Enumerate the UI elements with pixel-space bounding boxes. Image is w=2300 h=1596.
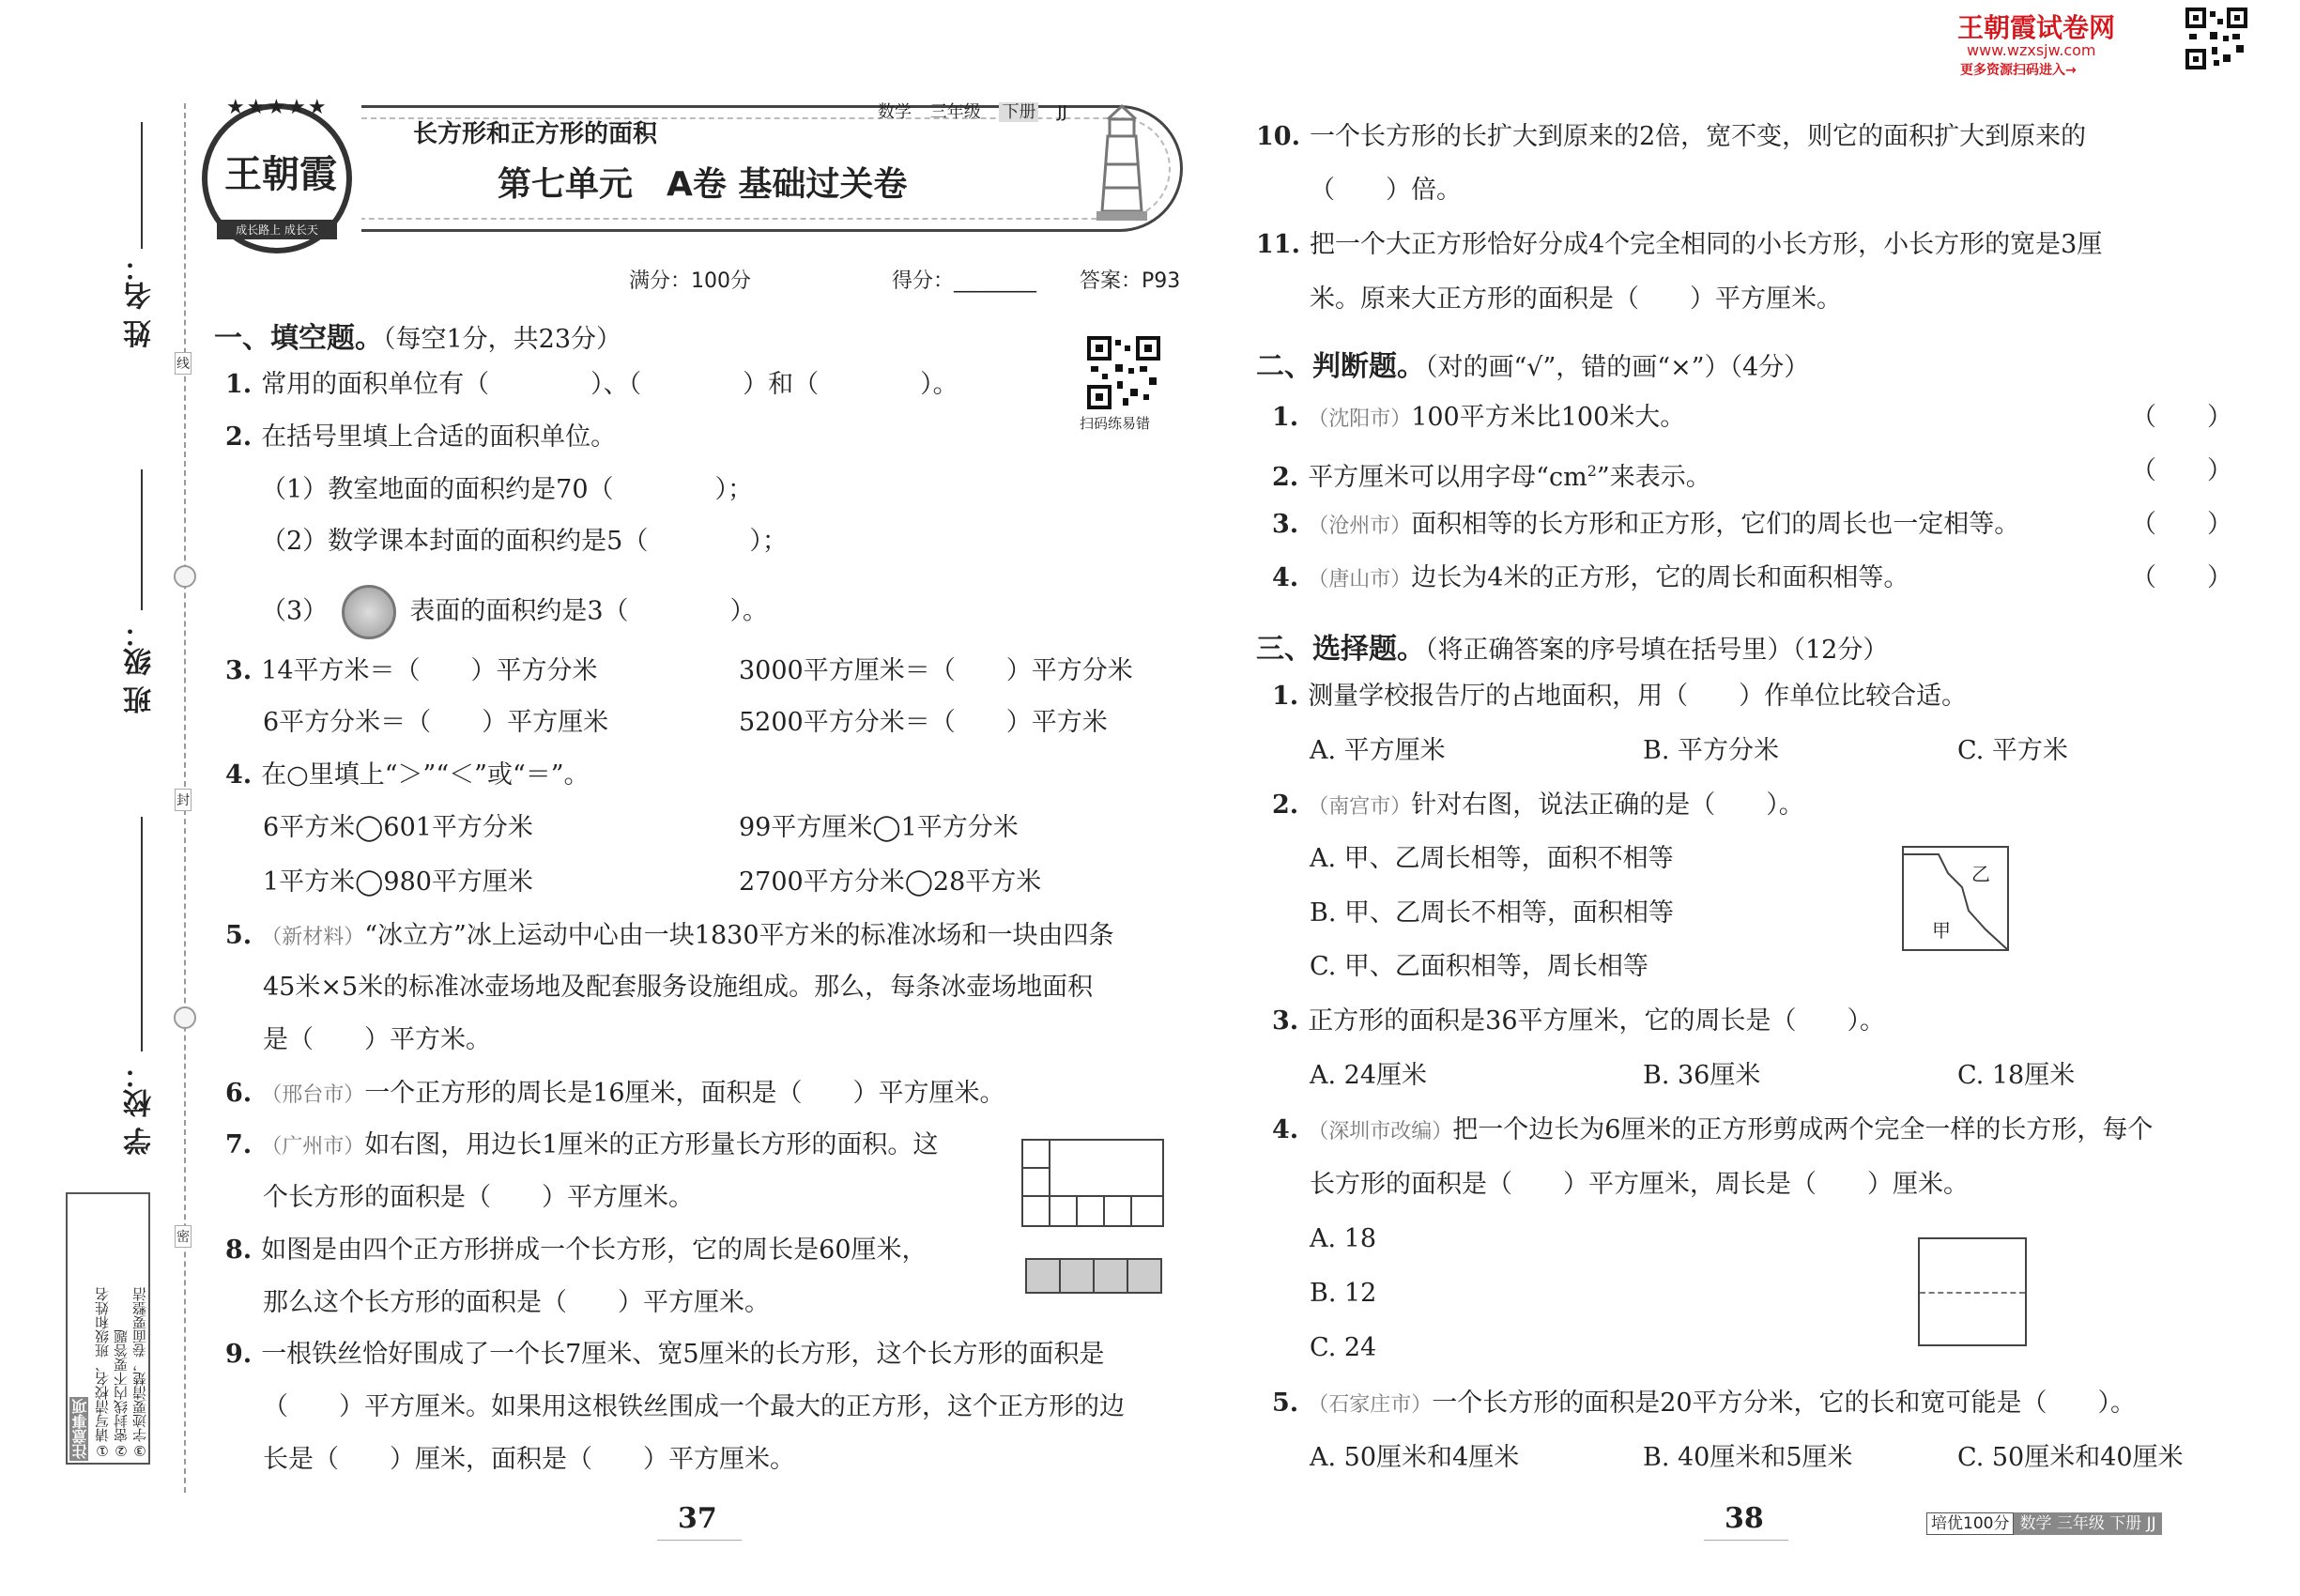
choice-2-option-a[interactable]: A. 甲、乙周长相等，面积不相等 <box>1310 844 1674 873</box>
question-4: 4. 在○里填上“＞”“＜”或“＝”。 <box>225 760 590 790</box>
question-5: 5. （新材料）“冰立方”冰上运动中心由一块1830平方米的标准冰场和一块由四条 <box>225 921 1114 950</box>
logo-ribbon: 成长路上 成长天 <box>217 220 337 239</box>
question-8-line-2: 那么这个长方形的面积是（ ）平方厘米。 <box>263 1288 770 1317</box>
series-name: 培优100分 <box>1926 1512 2014 1535</box>
choice-5-option-a[interactable]: A. 50厘米和4厘米 <box>1310 1443 1520 1472</box>
judge-1-answer[interactable]: （ ） <box>2131 403 2232 432</box>
question-8: 8. 如图是由四个正方形拼成一个长方形，它的周长是60厘米， <box>225 1235 928 1265</box>
question-11: 11. 把一个大正方形恰好分成4个完全相同的小长方形，小长方形的宽是3厘 <box>1256 230 2103 259</box>
choice-5-option-b[interactable]: B. 40厘米和5厘米 <box>1643 1443 1853 1472</box>
question-1: 1. 常用的面积单位有（ ）、（ ）和（ ）。 <box>225 370 958 399</box>
question-4-a: 6平方米◯601平方分米 <box>263 813 533 842</box>
judge-2-answer[interactable]: （ ） <box>2131 456 2232 485</box>
notice-item: ②密封线内不要答题 <box>113 1329 130 1459</box>
question-2-2: （2）数学课本封面的面积约是5（ ）； <box>261 527 788 556</box>
subject-tag <box>878 99 1067 123</box>
question-3-c: 6平方分米＝（ ）平方厘米 <box>263 708 609 737</box>
choice-1-option-c[interactable]: C. 平方米 <box>1957 736 2068 765</box>
lighthouse-icon <box>1080 99 1164 230</box>
judge-3-answer[interactable]: （ ） <box>2131 510 2232 539</box>
question-2: 2. 在括号里填上合适的面积单位。 <box>225 422 617 452</box>
site-slogan: 更多资源扫码进入→ <box>1960 63 2077 78</box>
choice-4-line-2: 长方形的面积是（ ）平方厘米，周长是（ ）厘米。 <box>1310 1170 1969 1199</box>
question-4-b: 99平方厘米◯1平方分米 <box>739 813 1019 842</box>
choice-3: 3. 正方形的面积是36平方厘米，它的周长是（ ）。 <box>1272 1006 1886 1036</box>
question-10: 10. 一个长方形的长扩大到原来的2倍，宽不变，则它的面积扩大到原来的 <box>1256 122 2087 151</box>
brand-logo <box>202 96 352 253</box>
notice-item: ①请写清校名、班级和姓名 <box>94 1287 111 1459</box>
school-line[interactable] <box>141 817 143 1051</box>
notice-title: 注意事项 <box>71 1399 89 1459</box>
ring-hole-icon <box>174 1006 196 1029</box>
q8-four-squares-figure <box>1025 1258 1160 1294</box>
site-name: 王朝霞试卷网 <box>1957 12 2116 43</box>
question-7: 7. （广州市）如右图，用边长1厘米的正方形量长方形的面积。这 <box>225 1130 939 1159</box>
page-number-right: 38 <box>1725 1502 1764 1535</box>
unit-square <box>1130 1195 1164 1227</box>
choice-2-option-b[interactable]: B. 甲、乙周长不相等，面积相等 <box>1310 898 1675 928</box>
judge-3: 3. （沧州市）面积相等的长方形和正方形，它们的周长也一定相等。 <box>1272 510 2020 539</box>
choice-4: 4. （深圳市改编）把一个边长为6厘米的正方形剪成两个完全一样的长方形，每个 <box>1272 1115 2154 1144</box>
school-label: 学 校： <box>124 1061 157 1156</box>
question-4-d: 2700平方分米◯28平方米 <box>739 867 1042 897</box>
unit-square <box>1021 1195 1050 1227</box>
q4-square-figure <box>1918 1237 2027 1346</box>
site-qr-code-icon[interactable] <box>2185 8 2247 69</box>
page-number-left: 37 <box>678 1502 717 1535</box>
choice-3-option-c[interactable]: C. 18厘米 <box>1957 1061 2076 1090</box>
page-title: 第七单元 A卷 基础过关卷 <box>498 165 908 204</box>
qr-code-icon[interactable] <box>1087 336 1160 409</box>
question-4-c: 1平方米◯980平方厘米 <box>263 867 533 897</box>
cut-mark: 线 <box>175 352 192 375</box>
ring-hole-icon <box>174 565 196 588</box>
question-3-d: 5200平方分米＝（ ）平方米 <box>739 708 1108 737</box>
series-info: 数学 三年级 下册 JJ <box>2014 1512 2161 1535</box>
notice-item: ③字迹要清楚，卷面要整洁 <box>131 1287 148 1459</box>
class-label: 班 级： <box>124 620 157 714</box>
question-9-line-2: （ ）平方厘米。如果用这根铁丝围成一个最大的正方形，这个正方形的边 <box>263 1392 1125 1421</box>
judge-4: 4. （唐山市）边长为4米的正方形，它的周长和面积相等。 <box>1272 563 1909 592</box>
choice-1-option-a[interactable]: A. 平方厘米 <box>1310 736 1446 765</box>
section-1-title: 一、填空题。（每空1分，共23分） <box>214 322 622 355</box>
edition: JJ <box>1057 102 1067 122</box>
qr-caption: 扫码练易错 <box>1080 415 1151 432</box>
unit-square <box>1049 1195 1078 1227</box>
choice-4-option-a[interactable]: A. 18 <box>1310 1224 1377 1253</box>
judge-1: 1. （沈阳市）100平方米比100米大。 <box>1272 403 1686 432</box>
full-score: 满分：100分 <box>629 269 751 293</box>
section-2-title: 二、判断题。（对的画“√”，错的画“×”）（4分） <box>1256 350 1810 383</box>
square <box>1127 1258 1162 1294</box>
unit-square <box>1021 1139 1050 1169</box>
page-ornament <box>657 1540 742 1541</box>
choice-3-option-a[interactable]: A. 24厘米 <box>1310 1061 1428 1090</box>
grade: 三年级 <box>929 102 981 122</box>
star-icon: ★★★★★ <box>226 96 329 119</box>
figure-label-yi: 乙 <box>1971 863 1990 885</box>
square <box>1059 1258 1095 1294</box>
choice-1-option-b[interactable]: B. 平方分米 <box>1643 736 1780 765</box>
question-9: 9. 一根铁丝恰好围成了一个长7厘米、宽5厘米的长方形，这个长方形的面积是 <box>225 1340 1105 1369</box>
question-3-b: 3000平方厘米＝（ ）平方分米 <box>739 656 1133 685</box>
question-11-line-2: 米。原来大正方形的面积是（ ）平方厘米。 <box>1310 284 1842 314</box>
question-9-line-3: 长是（ ）厘米，面积是（ ）平方厘米。 <box>263 1445 795 1474</box>
cut-mark: 封 <box>175 789 192 811</box>
dashed-cut-line <box>1920 1292 2025 1294</box>
judge-2: 2. 平方厘米可以用字母“$cm^2$”来表示。 <box>1272 462 1711 492</box>
question-5-line-2: 45米×5米的标准冰壶场地及配套服务设施组成。那么，每条冰壶场地面积 <box>263 973 1094 1002</box>
unit-square <box>1103 1195 1132 1227</box>
question-2-3: （3） 表面的面积约是3（ ）。 <box>261 585 768 639</box>
square <box>1093 1258 1128 1294</box>
choice-5: 5. （石家庄市）一个长方形的面积是20平方分米，它的长和宽可能是（ ）。 <box>1272 1389 2137 1418</box>
question-6: 6. （邢台市）一个正方形的周长是16厘米，面积是（ ）平方厘米。 <box>225 1079 1005 1108</box>
class-line[interactable] <box>141 469 143 610</box>
judge-4-answer[interactable]: （ ） <box>2131 563 2232 592</box>
question-10-line-2: （ ）倍。 <box>1310 176 1462 205</box>
logo-text: 王朝霞 <box>224 152 337 196</box>
unit-square <box>1076 1195 1105 1227</box>
question-3: 3. 14平方米＝（ ）平方分米 <box>225 656 598 685</box>
choice-3-option-b[interactable]: B. 36厘米 <box>1643 1061 1761 1090</box>
choice-1: 1. 测量学校报告厅的占地面积，用（ ）作单位比较合适。 <box>1272 682 1968 711</box>
footer-series-badge <box>1926 1510 2162 1533</box>
choice-2-option-c[interactable]: C. 甲、乙面积相等，周长相等 <box>1310 952 1648 981</box>
choice-2: 2. （南宫市）针对右图，说法正确的是（ ）。 <box>1272 790 1804 820</box>
answer-ref: 答案：P93 <box>1080 269 1181 293</box>
q7-rectangle-figure <box>1021 1139 1164 1227</box>
question-7-line-2: 个长方形的面积是（ ）平方厘米。 <box>263 1183 694 1212</box>
subject: 数学 <box>878 102 912 122</box>
square <box>1025 1258 1061 1294</box>
site-url: www.wzxsjw.com <box>1967 41 2096 59</box>
volume: 下册 <box>999 102 1038 122</box>
name-line[interactable] <box>141 122 143 249</box>
choice-4-option-c[interactable]: C. 24 <box>1310 1333 1377 1362</box>
notice-box <box>66 1192 150 1465</box>
choice-5-option-c[interactable]: C. 50厘米和40厘米 <box>1957 1443 2184 1472</box>
score-field[interactable]: 得分：________ <box>892 269 1037 293</box>
figure-label-jia: 甲 <box>1932 919 1951 942</box>
question-5-line-3: 是（ ）平方米。 <box>263 1025 491 1054</box>
section-3-title: 三、选择题。（将正确答案的序号填在括号里）（12分） <box>1256 633 1889 666</box>
page-ornament <box>1704 1540 1788 1541</box>
name-label: 姓 名： <box>124 253 157 348</box>
cut-mark: 密 <box>175 1225 192 1248</box>
choice-4-option-b[interactable]: B. 12 <box>1310 1279 1377 1308</box>
q2-split-square-figure <box>1901 845 2012 953</box>
question-2-1: （1）教室地面的面积约是70（ ）； <box>261 475 754 504</box>
coin-icon <box>342 585 396 639</box>
unit-square <box>1021 1167 1050 1197</box>
topic-label: 长方形和正方形的面积 <box>413 120 658 148</box>
